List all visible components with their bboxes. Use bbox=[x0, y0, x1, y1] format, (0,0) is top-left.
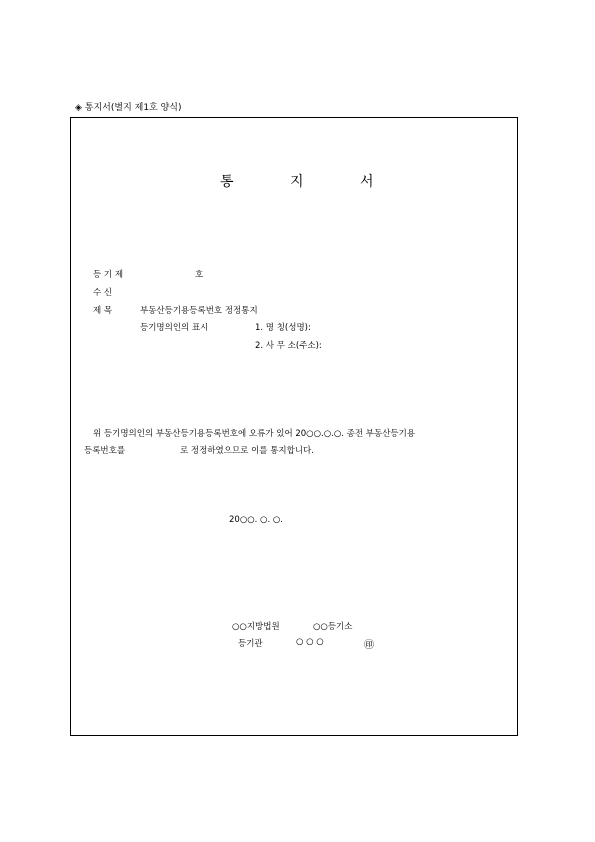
applicant-label: 등기명의인의 표시 bbox=[140, 323, 209, 333]
body-line-2-end: 로 정정하였으므로 이를 통지합니다. bbox=[180, 446, 314, 456]
body-line-2-start: 등록번호를 bbox=[84, 446, 126, 456]
recipient-label: 수 신 bbox=[93, 288, 113, 298]
title-char-1: 통 bbox=[220, 174, 234, 190]
document-date: 20○○. ○. ○. bbox=[229, 515, 283, 525]
title-char-3: 서 bbox=[360, 174, 374, 190]
issuer-court: ○○지방법원 bbox=[232, 622, 280, 632]
officer-name: ○ ○ ○ bbox=[296, 637, 324, 647]
applicant-name-item: 1. 명 칭(성명): bbox=[255, 323, 311, 333]
body-line-1: 위 등기명의인의 부동산등기용등록번호에 오류가 있어 20○○.○.○. 종전 부동산등기용 bbox=[93, 429, 416, 439]
official-seal-mark: ㊞ bbox=[364, 640, 374, 651]
subject-label: 제 목 bbox=[93, 306, 113, 316]
officer-label: 등기관 bbox=[238, 639, 263, 649]
registration-number-suffix: 호 bbox=[195, 270, 204, 280]
subject-value: 부동산등기용등록번호 정정통지 bbox=[140, 306, 258, 316]
registration-number-label: 등 기 제 bbox=[93, 270, 124, 280]
issuer-office: ○○등기소 bbox=[313, 622, 353, 632]
title-char-2: 지 bbox=[290, 174, 304, 190]
form-header: ◈ 통지서(별지 제1호 양식) bbox=[75, 103, 182, 113]
applicant-office-item: 2. 사 무 소(주소): bbox=[255, 341, 322, 351]
document-title bbox=[70, 171, 518, 191]
